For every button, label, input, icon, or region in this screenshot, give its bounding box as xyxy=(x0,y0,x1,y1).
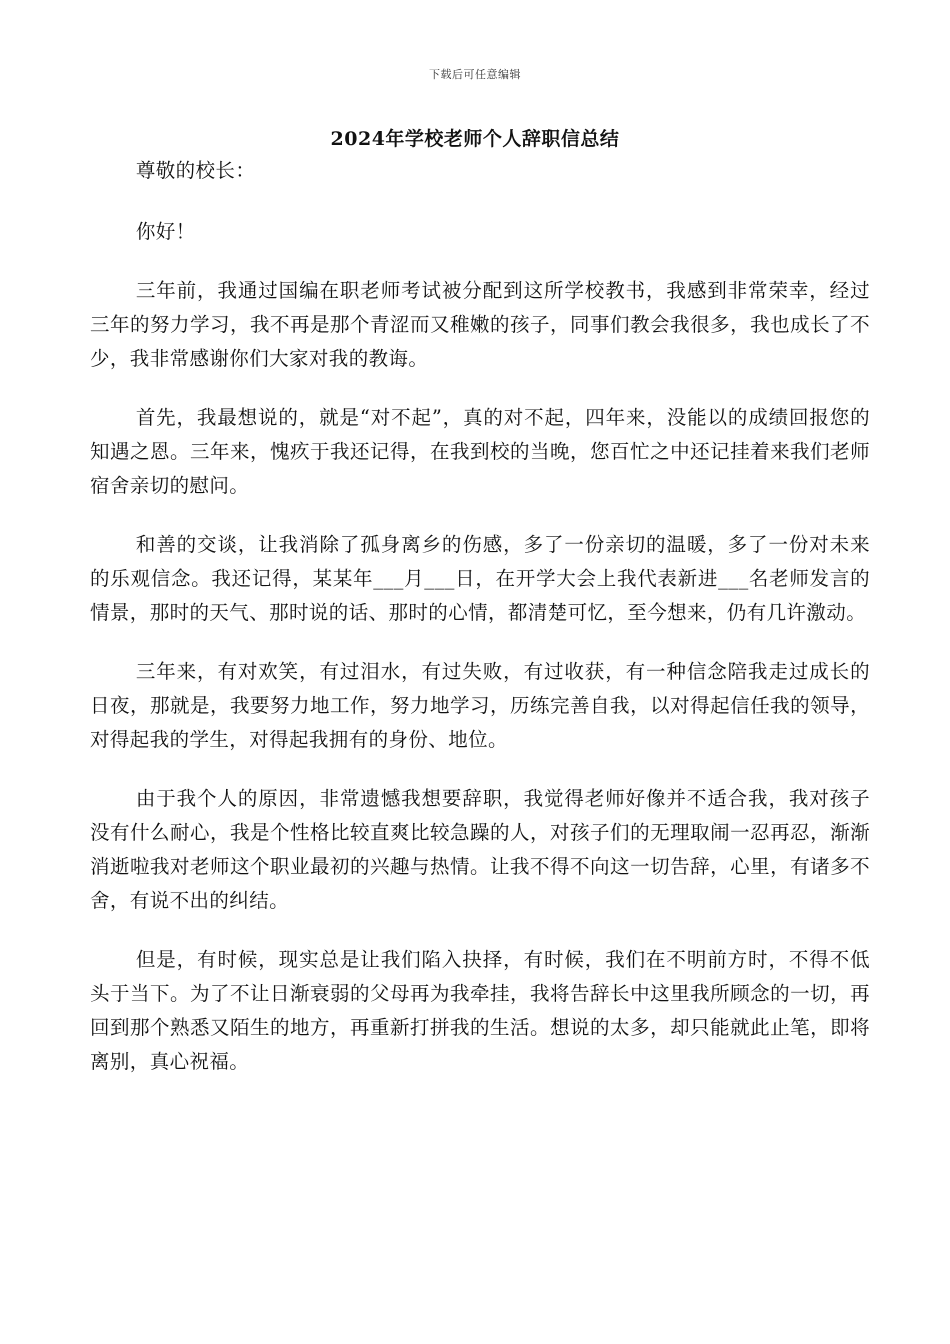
document-body xyxy=(90,150,870,1079)
salutation: 尊敬的校长： xyxy=(135,159,256,182)
paragraph: 和善的交谈，让我消除了孤身离乡的伤感，多了一份亲切的温暖，多了一份对未来的乐观信念。我还记得，某某年___月___日，在开学大会上我代表新进___名老师发言的情景，那时的天气、那时说的话、那时的心情，都清楚可忆，至今想来，仍有几许激动。 xyxy=(90,533,870,624)
paragraph: 由于我个人的原因，非常遗憾我想要辞职，我觉得老师好像并不适合我，我对孩子没有什么耐心，我是个性格比较直爽比较急躁的人，对孩子们的无理取闹一忍再忍，渐渐消逝啦我对老师这个职业最初的兴趣与热情。让我不得不向这一切告辞，心里，有诸多不舍，有说不出的纠结。 xyxy=(90,787,870,912)
header-note: 下载后可任意编辑 xyxy=(429,68,521,81)
paragraph: 但是，有时候，现实总是让我们陷入抉择，有时候，我们在不明前方时，不得不低头于当下。为了不让日渐衰弱的父母再为我牵挂，我将告辞长中这里我所顾念的一切，再回到那个熟悉又陌生的地方，再重新打拼我的生活。想说的太多，却只能就此止笔，即将离别，真心祝福。 xyxy=(90,948,870,1073)
paragraph: 首先，我最想说的，就是“对不起”，真的对不起，四年来，没能以的成绩回报您的知遇之恩。三年来，愧疚于我还记得，在我到校的当晚，您百忙之中还记挂着来我们老师宿舍亲切的慰问。 xyxy=(90,406,870,497)
document-title: 2024年学校老师个人辞职信总结 xyxy=(330,128,620,150)
paragraph: 三年来，有对欢笑，有过泪水，有过失败，有过收获，有一种信念陪我走过成长的日夜，那就是，我要努力地工作，努力地学习，历练完善自我，以对得起信任我的领导，对得起我的学生，对得起我拥有的身份、地位。 xyxy=(90,660,870,751)
greeting: 你好！ xyxy=(135,220,196,243)
paragraph: 三年前，我通过国编在职老师考试被分配到这所学校教书，我感到非常荣幸，经过三年的努力学习，我不再是那个青涩而又稚嫩的孩子，同事们教会我很多，我也成长了不少，我非常感谢你们大家对我的教诲。 xyxy=(90,279,870,370)
